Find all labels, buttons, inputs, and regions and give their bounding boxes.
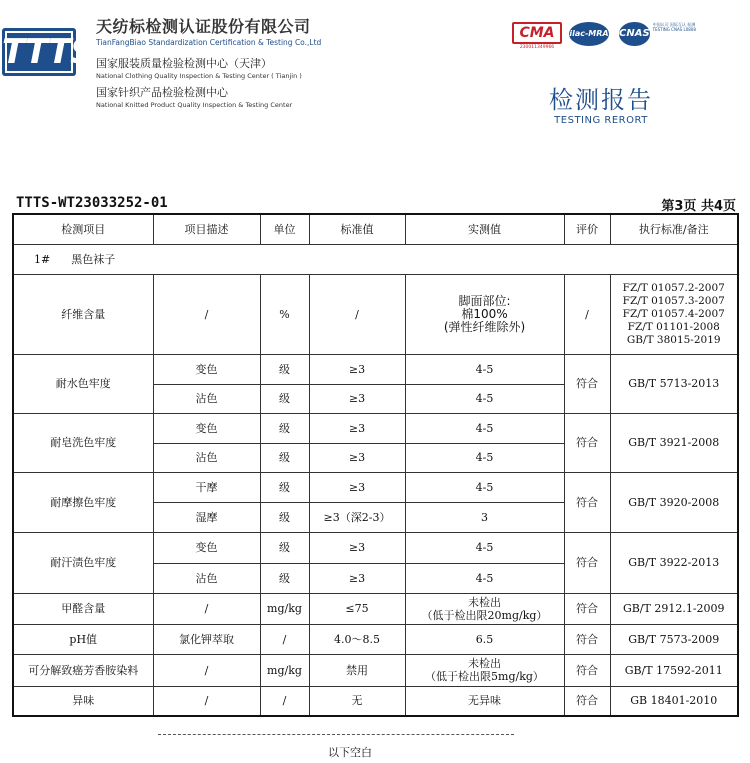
cma-logo: CMA (512, 22, 562, 44)
item-desc: 氯化钾萃取 (153, 624, 260, 654)
std-line: FZ/T 01057.4-2007 (622, 307, 725, 320)
item-measured: 4-5 (405, 532, 564, 563)
sample-no: 1# (34, 252, 51, 266)
item-std: GB/T 7573-2009 (610, 624, 738, 654)
report-number: TTTS-WT23033252-01 (16, 195, 168, 211)
item-measured: 3 (405, 502, 564, 532)
item-desc: 沾色 (153, 563, 260, 593)
item-standard: ≥3 (309, 532, 405, 563)
item-standard: ≥3 (309, 563, 405, 593)
report-title-en: TESTING RERORT (554, 115, 648, 126)
end-divider (158, 734, 514, 735)
page-info: 第3页 共4页 (661, 199, 736, 214)
item-eval: / (564, 274, 610, 354)
item-standard: ≥3 (309, 413, 405, 443)
item-name: pH值 (13, 624, 153, 654)
item-unit: 级 (260, 532, 309, 563)
item-unit: 级 (260, 502, 309, 532)
item-name: 纤维含量 (13, 274, 153, 354)
item-eval: 符合 (564, 472, 610, 532)
item-desc: 干摩 (153, 472, 260, 502)
item-desc: 沾色 (153, 384, 260, 413)
item-standard: / (309, 274, 405, 354)
measured-line: 棉100% (461, 306, 508, 321)
item-measured: 无异味 (405, 686, 564, 716)
item-standard: ≥3 (309, 472, 405, 502)
item-standard: 禁用 (309, 654, 405, 686)
item-measured: 4-5 (405, 563, 564, 593)
item-std: GB/T 3921-2008 (610, 413, 738, 472)
table-row (13, 654, 738, 686)
ilac-mark (569, 22, 611, 54)
sample-row (13, 244, 738, 274)
item-eval: 符合 (564, 654, 610, 686)
center2-name-en: National Knitted Product Quality Inspection & Testing Center (96, 101, 293, 109)
item-measured: 4-5 (405, 384, 564, 413)
fiber-row (13, 274, 738, 354)
col-header: 标准值 (309, 214, 405, 244)
item-unit: % (260, 274, 309, 354)
table-row (13, 413, 738, 443)
center1-name-cn: 国家服装质量检验检测中心（天津） (96, 57, 272, 70)
item-name: 耐摩擦色牢度 (13, 472, 153, 532)
col-header: 单位 (260, 214, 309, 244)
ilac-logo: ilac-MRA (569, 22, 609, 46)
item-std: GB/T 3922-2013 (610, 532, 738, 593)
item-std: GB/T 3920-2008 (610, 472, 738, 532)
std-line: FZ/T 01057.3-2007 (622, 294, 725, 307)
table-row (13, 532, 738, 563)
item-measured: 4-5 (405, 413, 564, 443)
cnas-mark (619, 22, 699, 54)
cma-mark (512, 22, 562, 54)
table-row (13, 686, 738, 716)
cnas-logo: CNAS (619, 22, 650, 46)
item-measured (405, 593, 564, 624)
item-standard: 无 (309, 686, 405, 716)
measured-note: （低于检出限20mg/kg） (421, 608, 548, 622)
item-name: 耐皂洗色牢度 (13, 413, 153, 472)
item-standard: ≥3（深2-3） (309, 502, 405, 532)
col-header: 项目描述 (153, 214, 260, 244)
item-unit: mg/kg (260, 593, 309, 624)
table-row (13, 354, 738, 384)
item-eval: 符合 (564, 686, 610, 716)
measured-line: 未检出 (468, 657, 501, 670)
item-desc: 变色 (153, 532, 260, 563)
company-name-en: TianFangBiao Standardization Certification & Testing Co.,Ltd (96, 38, 322, 47)
item-standard: ≥3 (309, 443, 405, 472)
table-row (13, 472, 738, 502)
col-header: 实测值 (405, 214, 564, 244)
col-header: 检测项目 (13, 214, 153, 244)
item-unit: 级 (260, 472, 309, 502)
item-measured: 6.5 (405, 624, 564, 654)
item-desc: 变色 (153, 354, 260, 384)
company-info (96, 14, 321, 109)
center1-name-en: National Clothing Quality Inspection & Testing Center ( Tianjin ) (96, 72, 302, 80)
item-standard: 4.0～8.5 (309, 624, 405, 654)
item-unit: 级 (260, 563, 309, 593)
blank-note: 以下空白 (328, 746, 372, 759)
item-desc: / (153, 274, 260, 354)
item-unit: / (260, 686, 309, 716)
report-title-cn: 检测报告 (549, 86, 653, 114)
item-desc: 沾色 (153, 443, 260, 472)
item-name: 可分解致癌芳香胺染料 (13, 654, 153, 686)
item-desc: / (153, 686, 260, 716)
item-unit: mg/kg (260, 654, 309, 686)
company-logo: TTTS (2, 28, 76, 76)
std-line: GB/T 38015-2019 (626, 333, 721, 346)
item-measured: 4-5 (405, 443, 564, 472)
item-unit: 级 (260, 413, 309, 443)
item-desc: / (153, 593, 260, 624)
item-unit: 级 (260, 354, 309, 384)
item-eval: 符合 (564, 593, 610, 624)
item-standard: ≥3 (309, 384, 405, 413)
company-name-cn: 天纺标检测认证股份有限公司 (96, 17, 311, 36)
item-std: GB/T 5713-2013 (610, 354, 738, 413)
cma-number: 230011349966 (519, 45, 555, 50)
center2-name-cn: 国家针织产品检验检测中心 (96, 86, 228, 99)
measured-note: （低于检出限5mg/kg） (425, 670, 544, 683)
item-unit: / (260, 624, 309, 654)
item-desc: 湿摩 (153, 502, 260, 532)
measured-line: (弹性纤维除外) (443, 319, 526, 334)
report-title (541, 80, 661, 126)
item-unit: 级 (260, 443, 309, 472)
item-measured: 4-5 (405, 354, 564, 384)
item-eval: 符合 (564, 532, 610, 593)
col-header: 评价 (564, 214, 610, 244)
std-line: FZ/T 01057.2-2007 (622, 281, 725, 294)
item-std: GB/T 2912.1-2009 (610, 593, 738, 624)
item-name: 异味 (13, 686, 153, 716)
item-unit: 级 (260, 384, 309, 413)
item-eval: 符合 (564, 624, 610, 654)
item-name: 耐水色牢度 (13, 354, 153, 413)
item-name: 耐汗渍色牢度 (13, 532, 153, 593)
item-desc: / (153, 654, 260, 686)
col-header: 执行标准/备注 (610, 214, 738, 244)
header-row (13, 214, 738, 244)
item-eval: 符合 (564, 354, 610, 413)
item-measured (405, 274, 564, 354)
item-measured: 4-5 (405, 472, 564, 502)
item-eval: 符合 (564, 413, 610, 472)
sample-cell (13, 244, 738, 274)
table-row (13, 624, 738, 654)
item-measured (405, 654, 564, 686)
std-line: FZ/T 01101-2008 (627, 320, 720, 333)
item-desc: 变色 (153, 413, 260, 443)
sample-name: 黑色袜子 (71, 252, 116, 266)
results-table (12, 213, 739, 717)
item-standard: ≥3 (309, 354, 405, 384)
item-std (610, 274, 738, 354)
item-name: 甲醛含量 (13, 593, 153, 624)
item-standard: ≤75 (309, 593, 405, 624)
table-row (13, 593, 738, 624)
item-std: GB 18401-2010 (610, 686, 738, 716)
measured-line: 未检出 (468, 595, 501, 609)
measured-line: 脚面部位: (458, 293, 511, 308)
item-std: GB/T 17592-2011 (610, 654, 738, 686)
cnas-text: 中国认可 国际互认 检测 TESTING CNAS L0808 (652, 22, 696, 32)
